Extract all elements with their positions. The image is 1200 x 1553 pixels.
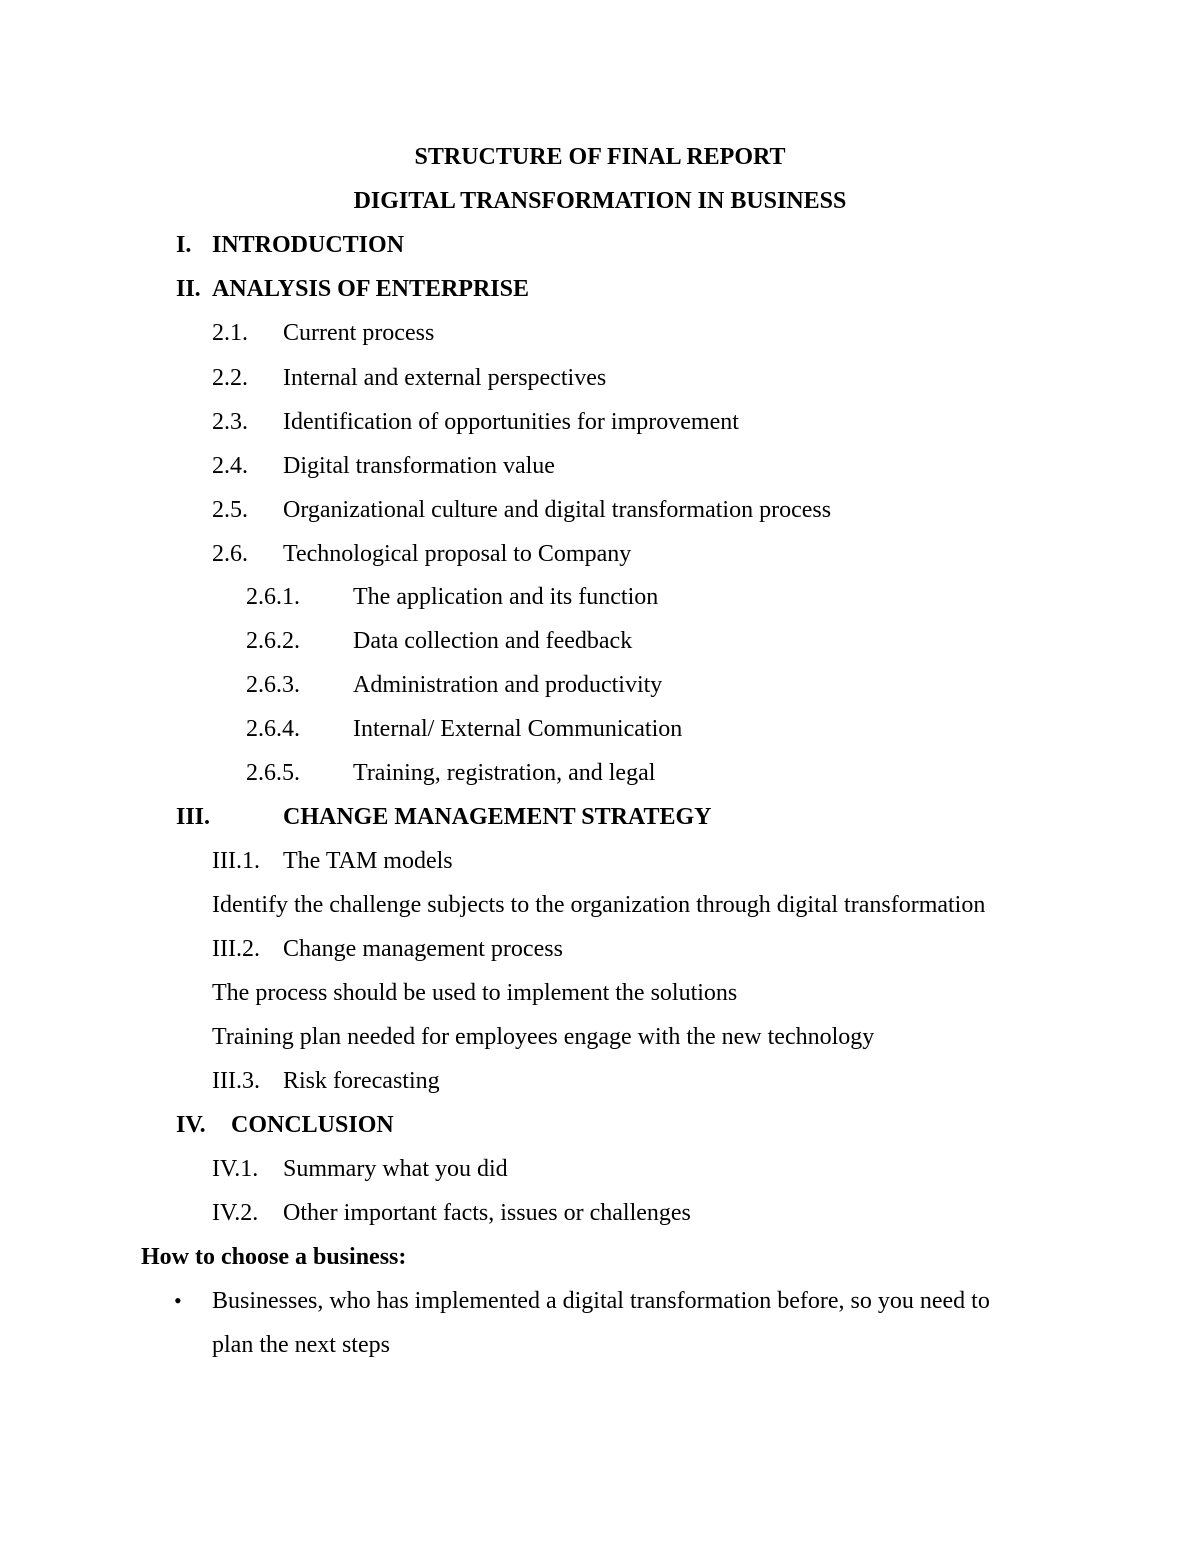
list-item: Summary what you did [283,1156,508,1182]
list-item: Organizational culture and digital transformation process [283,497,832,523]
choose-heading: How to choose a business: [141,1244,407,1270]
item-number: 2.4. [212,453,248,479]
bullet-text: Businesses, who has implemented a digital transformation before, so you need to [212,1288,990,1314]
item-number: 2.6. [212,541,248,567]
list-item: Current process [283,320,435,346]
document-subtitle: DIGITAL TRANSFORMATION IN BUSINESS [353,188,847,214]
section-number: III. [176,804,211,830]
section-number: I. [176,232,192,258]
bullet-icon: • [174,1288,182,1313]
list-subitem: Data collection and feedback [353,628,633,654]
item-number: IV.2. [212,1200,259,1226]
list-item: Technological proposal to Company [283,541,632,567]
list-item: Other important facts, issues or challenges [283,1200,691,1226]
list-item: Risk forecasting [283,1068,440,1094]
list-item: Change management process [283,936,563,962]
subitem-number: 2.6.5. [246,760,300,786]
list-subitem: Training, registration, and legal [353,760,656,786]
list-item: The TAM models [283,848,453,874]
note-text: Identify the challenge subjects to the organization through digital transformation [212,892,986,918]
item-number: 2.3. [212,409,248,435]
list-item: Internal and external perspectives [283,365,607,391]
subitem-number: 2.6.3. [246,672,300,698]
subitem-number: 2.6.4. [246,716,300,742]
section-number: IV. [176,1112,206,1138]
note-text: The process should be used to implement the solutions [212,980,738,1006]
item-number: 2.2. [212,365,248,391]
section-heading-conclusion: CONCLUSION [231,1112,394,1138]
item-number: III.3. [212,1068,260,1094]
section-heading-introduction: INTRODUCTION [212,232,405,258]
subitem-number: 2.6.1. [246,584,300,610]
item-number: III.2. [212,936,260,962]
bullet-text-continued: plan the next steps [212,1332,390,1358]
item-number: IV.1. [212,1156,259,1182]
section-number: II. [176,276,201,302]
list-subitem: Internal/ External Communication [353,716,683,742]
document-title: STRUCTURE OF FINAL REPORT [414,144,786,170]
section-heading-change-management: CHANGE MANAGEMENT STRATEGY [283,804,712,830]
note-text: Training plan needed for employees engage with the new technology [212,1024,875,1050]
list-item: Digital transformation value [283,453,555,479]
section-heading-analysis: ANALYSIS OF ENTERPRISE [212,276,529,302]
item-number: 2.1. [212,320,248,346]
item-number: 2.5. [212,497,248,523]
list-subitem: The application and its function [353,584,659,610]
item-number: III.1. [212,848,260,874]
subitem-number: 2.6.2. [246,628,300,654]
list-subitem: Administration and productivity [353,672,663,698]
list-item: Identification of opportunities for improvement [283,409,739,435]
